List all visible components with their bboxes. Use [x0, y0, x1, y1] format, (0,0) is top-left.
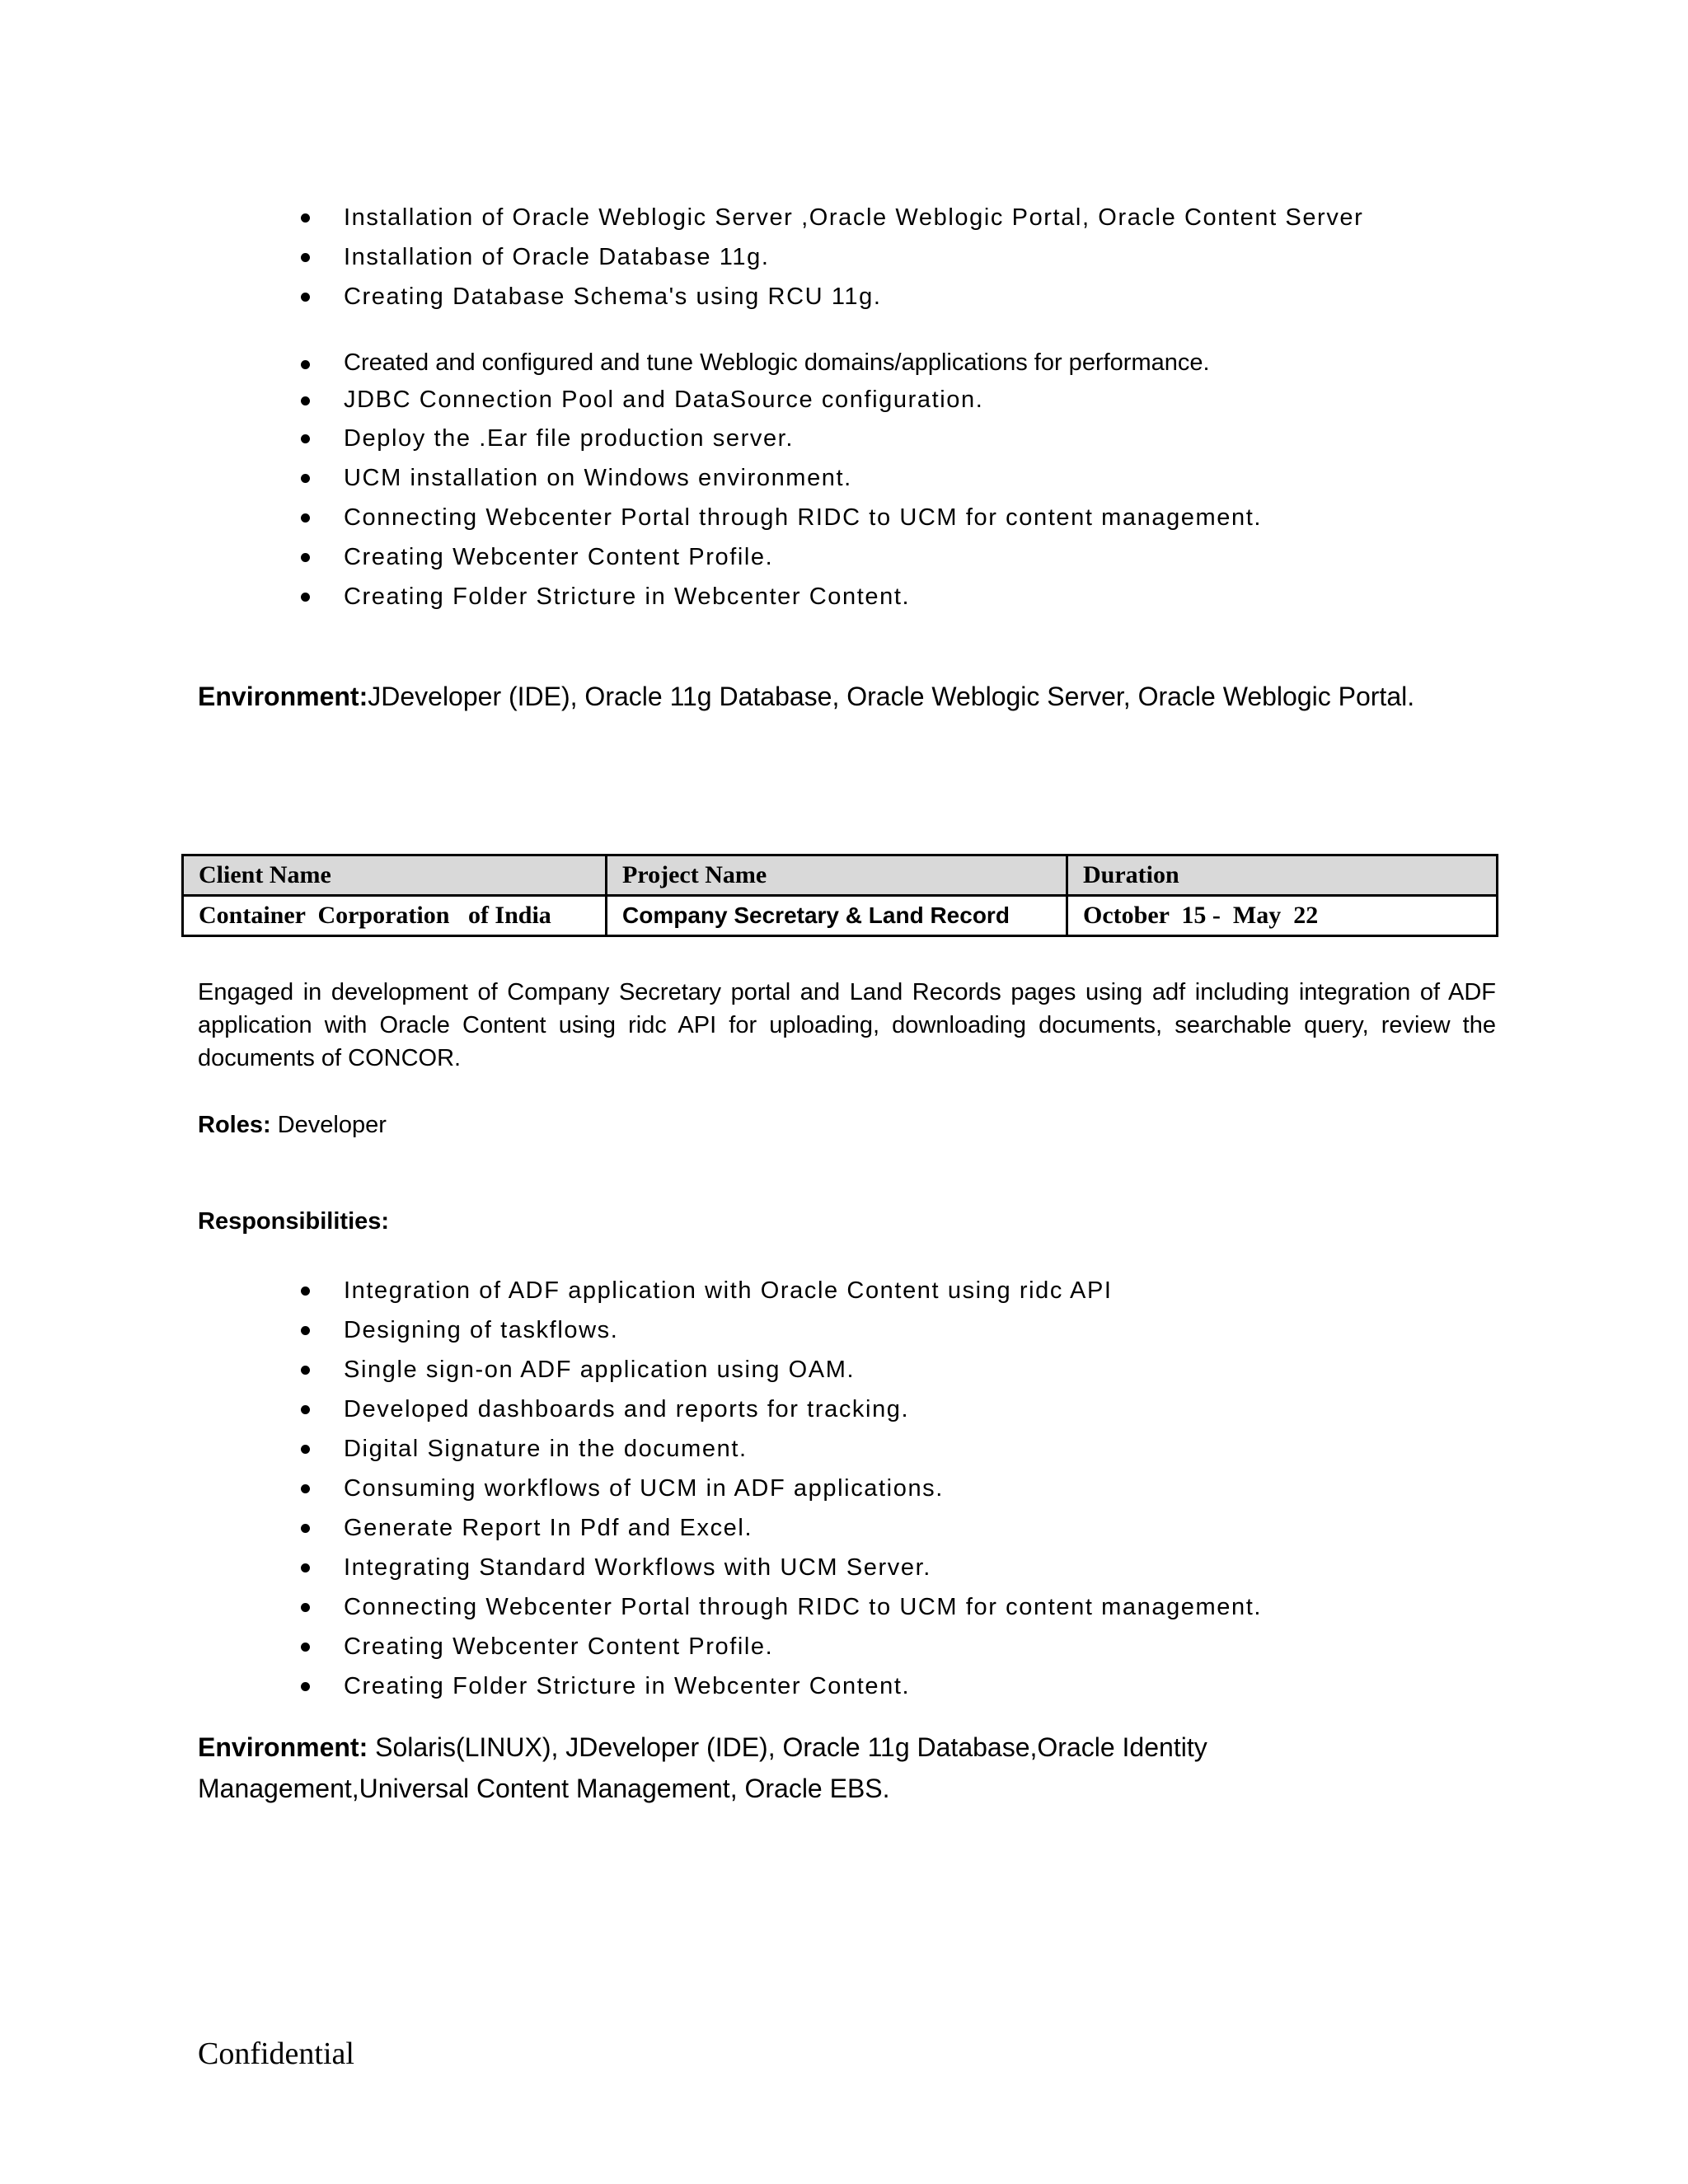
environment-label: Environment:: [198, 1732, 368, 1762]
cell-project-name: Company Secretary & Land Record: [607, 896, 1067, 936]
cell-client-name: Container Corporation of India: [183, 896, 607, 936]
list-item: Generate Report In Pdf and Excel.: [301, 1508, 1262, 1548]
list-item: JDBC Connection Pool and DataSource configuration.: [301, 381, 1262, 419]
list-item: Developed dashboards and reports for tracking.: [301, 1390, 1262, 1429]
responsibilities-heading: [198, 1205, 1496, 1238]
environment-line-1: [198, 676, 1517, 717]
project-table: [181, 854, 1498, 937]
list-item: Digital Signature in the document.: [301, 1429, 1262, 1469]
table-row: [183, 896, 1498, 936]
footer-confidential: Confidential: [198, 2036, 354, 2071]
list-item: Integrating Standard Workflows with UCM Server.: [301, 1548, 1262, 1587]
list-item: Consuming workflows of UCM in ADF applications.: [301, 1469, 1262, 1508]
list-item: Integration of ADF application with Oracle Content using ridc API: [301, 1271, 1262, 1310]
list-item: UCM installation on Windows environment.: [301, 458, 1262, 498]
roles-value: Developer: [277, 1112, 387, 1138]
environment-line-2: [198, 1727, 1484, 1809]
list-item: Designing of taskflows.: [301, 1310, 1262, 1350]
table-header-row: [183, 855, 1498, 896]
list-item: Connecting Webcenter Portal through RIDC to UCM for content management.: [301, 1587, 1262, 1627]
header-duration: Duration: [1067, 855, 1498, 896]
list-item: Creating Webcenter Content Profile.: [301, 1627, 1262, 1666]
list-item: Installation of Oracle Database 11g.: [301, 237, 1363, 277]
list-item: Creating Webcenter Content Profile.: [301, 537, 1262, 577]
list-item: Connecting Webcenter Portal through RIDC to UCM for content management.: [301, 498, 1262, 537]
list-item: Creating Database Schema's using RCU 11g.: [301, 277, 1363, 316]
bullet-list-configuration: [301, 344, 1262, 616]
list-item: Creating Folder Stricture in Webcenter Content.: [301, 577, 1262, 616]
roles-label: Roles:: [198, 1112, 271, 1138]
cell-duration: October 15 - May 22: [1067, 896, 1498, 936]
list-item: Created and configured and tune Weblogic domains/applications for performance.: [301, 344, 1262, 381]
list-item: Deploy the .Ear file production server.: [301, 419, 1262, 458]
list-item: Creating Folder Stricture in Webcenter Content.: [301, 1666, 1262, 1706]
roles-line: [198, 1108, 1496, 1141]
list-item: Installation of Oracle Weblogic Server ,Oracle Weblogic Portal, Oracle Content Server: [301, 198, 1363, 237]
list-item: Single sign-on ADF application using OAM.: [301, 1350, 1262, 1390]
environment-label: Environment:: [198, 682, 368, 711]
bullet-list-installation: [301, 198, 1363, 316]
header-client-name: Client Name: [183, 855, 607, 896]
responsibilities-label: Responsibilities:: [198, 1208, 390, 1235]
project-description: Engaged in development of Company Secretary portal and Land Records pages using adf including integration of ADF application with Oracle Content using ridc API for uploading, downloading documents, searchable query, review the documents of CONCOR.: [198, 979, 1496, 1071]
environment-text: JDeveloper (IDE), Oracle 11g Database, Oracle Weblogic Server, Oracle Weblogic Portal.: [368, 682, 1415, 711]
environment-text: Solaris(LINUX), JDeveloper (IDE), Oracle 11g Database,Oracle Identity Management,Universal Content Management, Oracle EBS.: [198, 1732, 1207, 1803]
bullet-list-responsibilities: [301, 1271, 1262, 1706]
header-project-name: Project Name: [607, 855, 1067, 896]
